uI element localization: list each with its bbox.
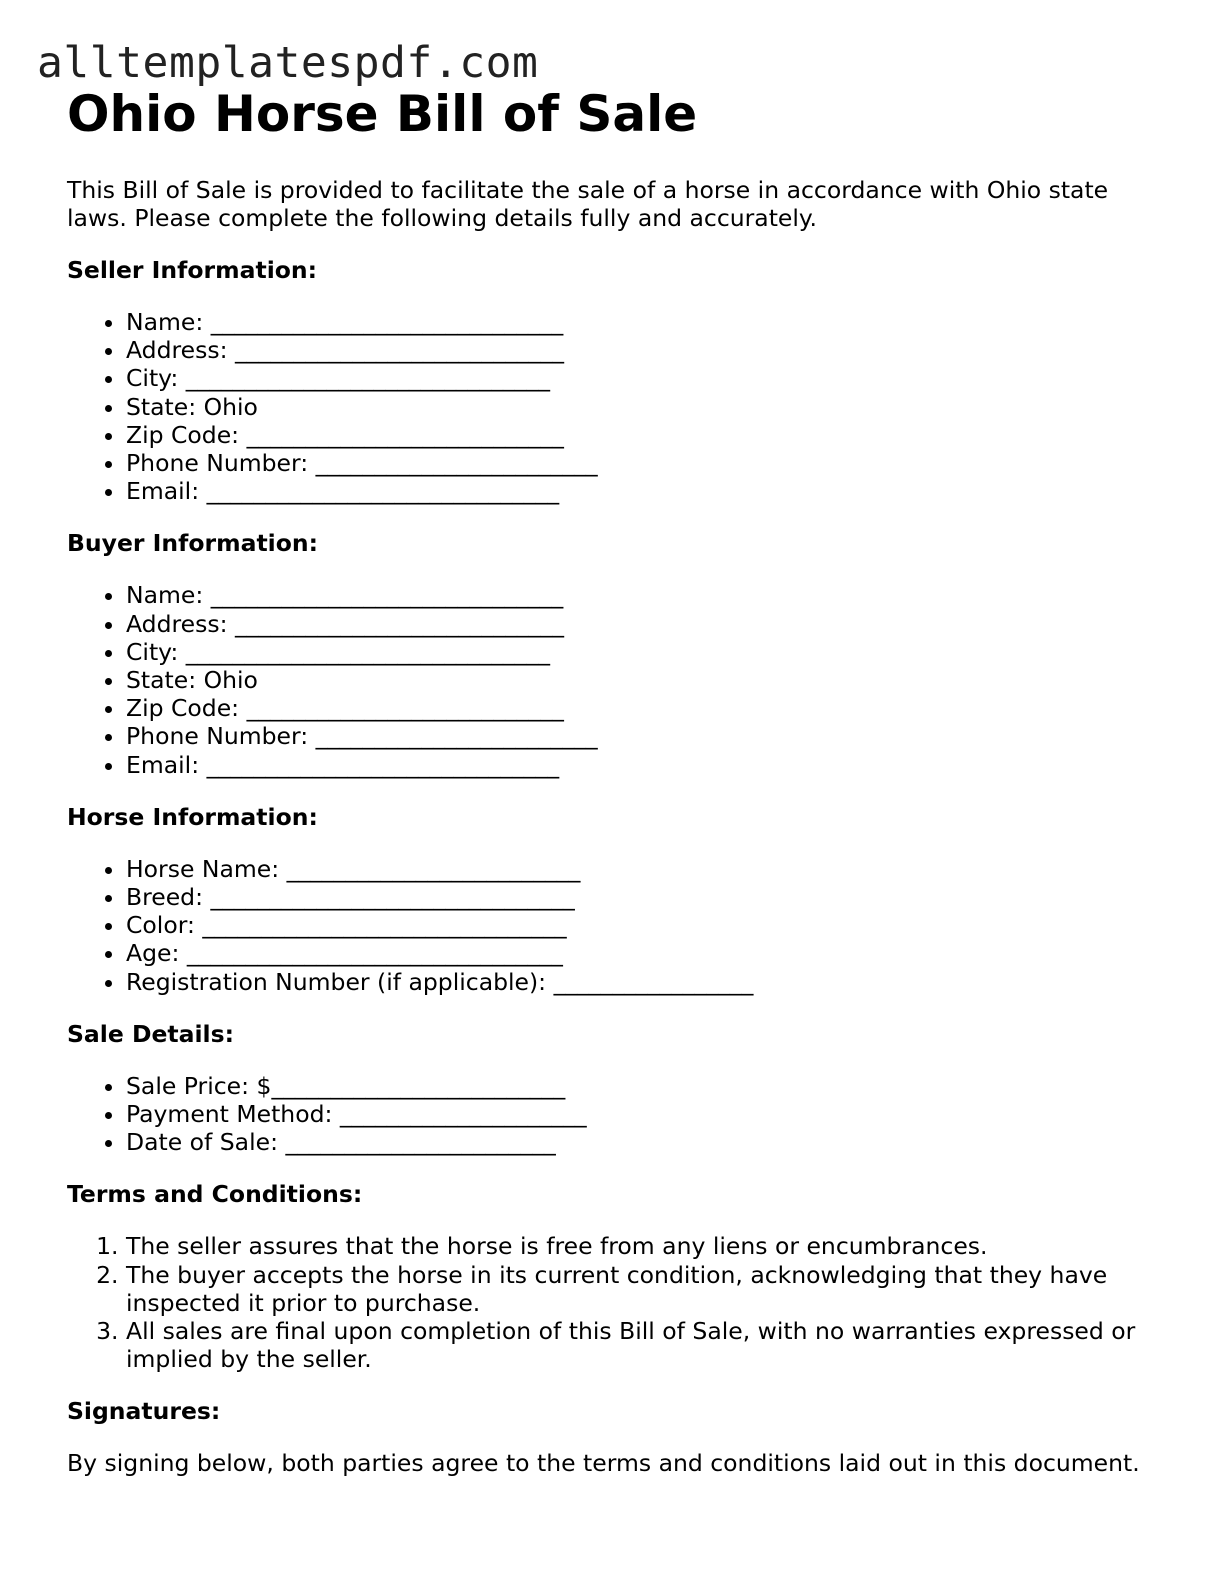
seller-address-field[interactable]: • Address: ____________________________ [126,336,1157,364]
buyer-city-field[interactable]: • City: _______________________________ [126,638,1157,666]
buyer-phone-field[interactable]: • Phone Number: ________________________ [126,722,1157,750]
horse-name-field[interactable]: • Horse Name: _________________________ [126,855,1157,883]
seller-zip-field[interactable]: • Zip Code: ___________________________ [126,421,1157,449]
document [67,84,1157,1477]
horse-breed-field[interactable]: • Breed: _______________________________ [126,883,1157,911]
buyer-name-field[interactable]: • Name: ______________________________ [126,581,1157,609]
terms-heading: Terms and Conditions: [67,1180,363,1209]
seller-list [67,308,1157,505]
seller-phone-field[interactable]: • Phone Number: ________________________ [126,449,1157,477]
watermark: alltemplatespdf.com [37,38,539,88]
buyer-heading: Buyer Information: [67,529,319,558]
seller-city-field[interactable]: • City: _______________________________ [126,364,1157,392]
buyer-list [67,581,1157,778]
sale-list [67,1072,1157,1157]
seller-heading: Seller Information: [67,256,318,284]
intro-paragraph: This Bill of Sale is provided to facilitate the sale of a horse in accordance with Ohio state laws. Please complete the following details fully and accurately. [67,176,1109,232]
seller-email-field[interactable]: • Email: ______________________________ [126,477,1157,505]
term-item: 1. The seller assures that the horse is free from any liens or encumbrances. [126,1232,1157,1260]
horse-registration-field[interactable]: • Registration Number (if applicable): _________________ [126,968,1157,996]
horse-heading: Horse Information: [67,802,318,831]
term-item: 2. The buyer accepts the horse in its current condition, acknowledging that they have inspected it prior to purchase. [126,1261,1157,1317]
buyer-email-field[interactable]: • Email: ______________________________ [126,751,1157,779]
horse-list [67,855,1157,996]
buyer-state: • State: Ohio [126,666,1157,694]
date-of-sale-field[interactable]: • Date of Sale: _______________________ [126,1128,1157,1156]
terms-list [67,1232,1157,1373]
sale-heading: Sale Details: [67,1019,234,1048]
payment-method-field[interactable]: • Payment Method: _____________________ [126,1100,1157,1128]
buyer-zip-field[interactable]: • Zip Code: ___________________________ [126,694,1157,722]
horse-color-field[interactable]: • Color: _______________________________ [126,911,1157,939]
horse-age-field[interactable]: • Age: ________________________________ [126,939,1157,967]
seller-name-field[interactable]: • Name: ______________________________ [126,308,1157,336]
sale-price-field[interactable]: • Sale Price: $_________________________ [126,1072,1157,1100]
signatures-heading: Signatures: [67,1397,221,1426]
document-title: Ohio Horse Bill of Sale [67,85,698,143]
seller-state: • State: Ohio [126,393,1157,421]
buyer-address-field[interactable]: • Address: ____________________________ [126,610,1157,638]
signatures-text: By signing below, both parties agree to the terms and conditions laid out in this document. [67,1449,1140,1478]
term-item: 3. All sales are final upon completion of this Bill of Sale, with no warranties expressed or implied by the seller. [126,1317,1157,1373]
